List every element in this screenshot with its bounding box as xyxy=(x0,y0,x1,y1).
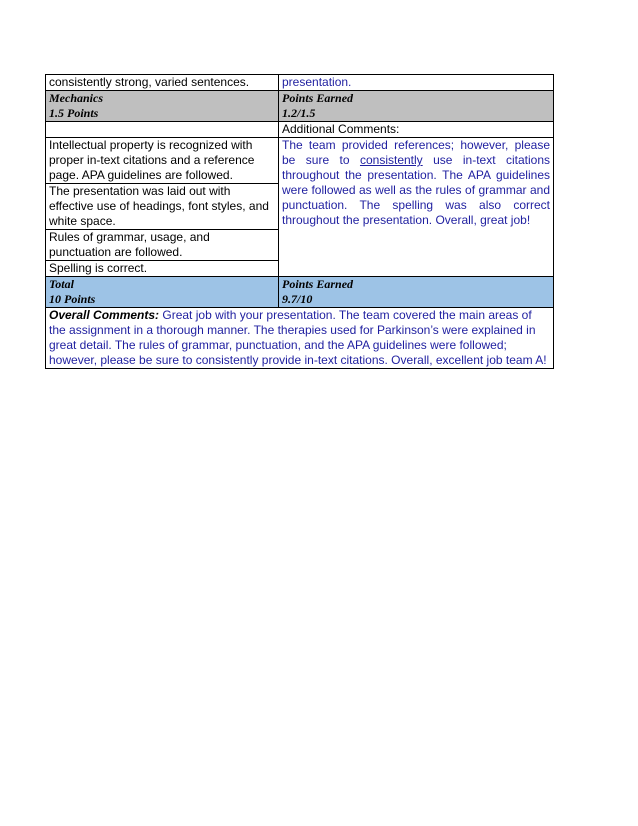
criterion-grammar: Rules of grammar, usage, and punctuation are followed. xyxy=(46,230,279,261)
total-earned-label: Points Earned xyxy=(282,277,354,291)
criterion-spelling: Spelling is correct. xyxy=(46,261,279,277)
criterion-layout: The presentation was laid out with effective use of headings, font styles, and white space. xyxy=(46,184,279,230)
total-header-row xyxy=(46,277,554,308)
mechanics-header-row xyxy=(46,91,554,122)
grading-rubric-table xyxy=(45,74,554,369)
mechanics-earned-cell xyxy=(279,91,554,122)
mechanics-title: Mechanics xyxy=(49,91,103,105)
additional-comments-row xyxy=(46,122,554,138)
comment-underlined-word: consistently xyxy=(359,153,423,167)
total-title: Total xyxy=(49,277,74,291)
total-header-cell xyxy=(46,277,279,308)
overall-comments-label: Overall Comments: xyxy=(49,308,160,322)
comment-part-1: The team provided references; however, please be sure to xyxy=(282,138,550,167)
total-earned-value: 9.7/10 xyxy=(282,292,313,306)
mechanics-points: 1.5 Points xyxy=(49,106,99,120)
previous-row xyxy=(46,75,554,91)
total-points: 10 Points xyxy=(49,292,96,306)
mechanics-comment-cell xyxy=(279,138,554,277)
total-earned-cell xyxy=(279,277,554,308)
criterion-citations: Intellectual property is recognized with proper in-text citations and a reference page. APA guidelines are followed. xyxy=(46,138,279,184)
criterion-row xyxy=(46,138,554,184)
additional-comments-label: Additional Comments: xyxy=(279,122,554,138)
previous-criterion-cell: consistently strong, varied sentences. xyxy=(46,75,279,91)
mechanics-earned-label: Points Earned xyxy=(282,91,354,105)
overall-comments-text: Great job with your presentation. The team covered the main areas of the assignment in a thorough manner. The therapies used for Parkinson’s were explained in great detail. The rules of grammar, punctuation, and the APA guidelines were followed; however, please be sure to consistently provide in-text citations. Overall, excellent job team A! xyxy=(49,308,547,367)
mechanics-header-cell xyxy=(46,91,279,122)
overall-comments-row xyxy=(46,308,554,369)
overall-comments-cell xyxy=(46,308,554,369)
mechanics-earned-value: 1.2/1.5 xyxy=(282,106,316,120)
comment-part-2: use in-text citations throughout the presentation. The APA guidelines were followed as well as the rules of grammar and punctuation. The spelling was also correct throughout the presentation. Overall, great job! xyxy=(282,153,550,227)
empty-cell xyxy=(46,122,279,138)
previous-comment-cell: presentation. xyxy=(279,75,554,91)
